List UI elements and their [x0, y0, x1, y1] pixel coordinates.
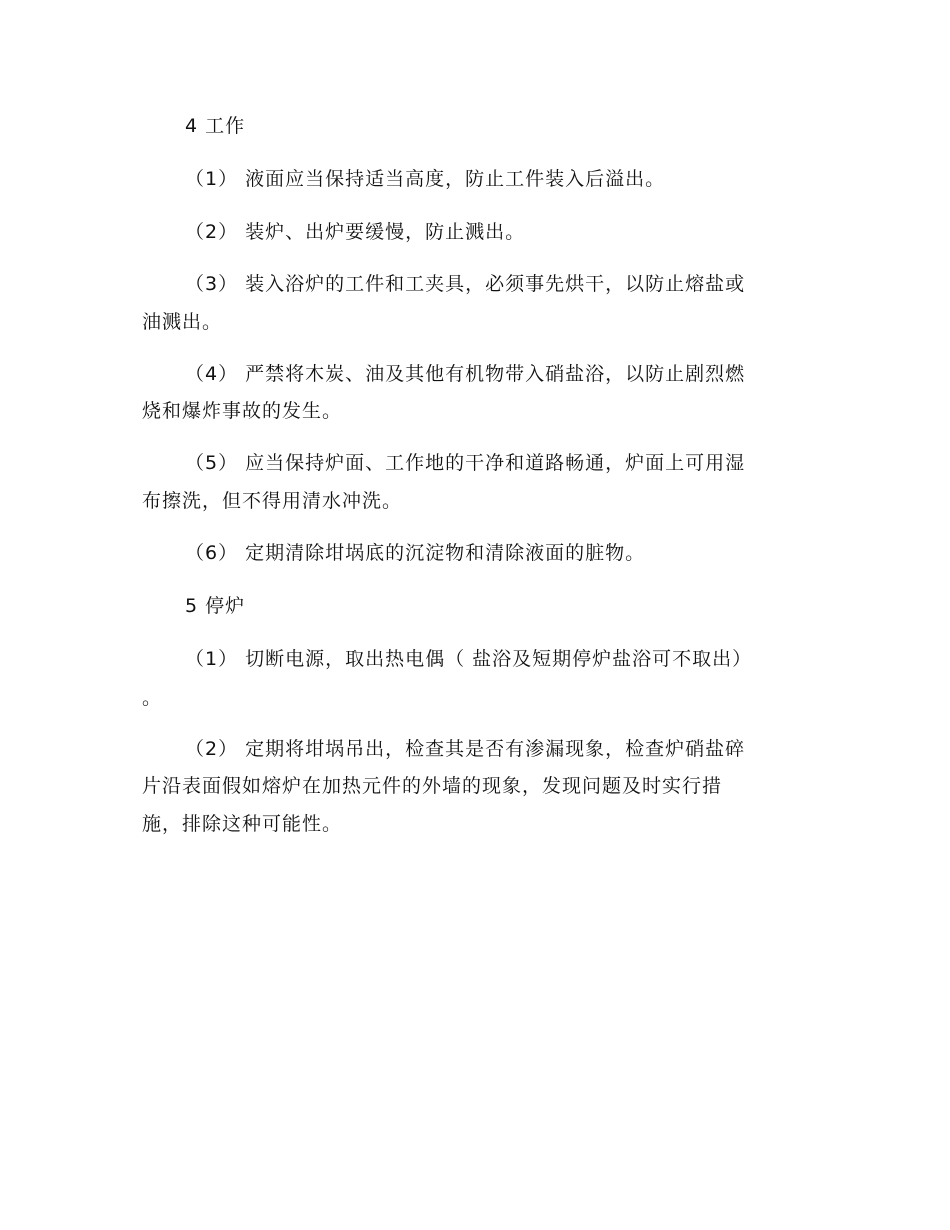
- item-text: 严禁将木炭、油及其他有机物带入硝盐浴，以防止剧烈燃: [245, 363, 746, 385]
- item-number: （6）: [185, 542, 239, 564]
- item-text: 定期将坩埚吊出，检查其是否有渗漏现象，检查炉硝盐碎: [245, 738, 746, 760]
- item-number: （1）: [185, 648, 239, 670]
- item-text: 定期清除坩埚底的沉淀物和清除液面的脏物。: [245, 542, 646, 564]
- paragraph-4-4: [185, 356, 850, 392]
- item-number: （2）: [185, 738, 239, 760]
- item-text: 装入浴炉的工件和工夹具，必须事先烘干，以防止熔盐或: [245, 273, 746, 295]
- paragraph-5-1-continuation: 。: [142, 687, 163, 709]
- paragraph-4-5: [185, 445, 850, 481]
- item-text: 切断电源，取出热电偶（ 盐浴及短期停炉盐浴可不取出）: [245, 648, 753, 670]
- item-text: 装炉、出炉要缓慢，防止溅出。: [245, 221, 526, 243]
- paragraph-5-2-continuation-1: 片沿表面假如熔炉在加热元件的外墙的现象，发现问题及时实行措: [142, 775, 723, 797]
- item-number: （4）: [185, 363, 239, 385]
- item-number: （1）: [185, 168, 239, 190]
- item-number: （2）: [185, 221, 239, 243]
- paragraph-4-6: [185, 535, 850, 571]
- item-number: （5）: [185, 452, 239, 474]
- paragraph-4-3: [185, 266, 850, 302]
- section-heading-5: 5 停炉: [185, 595, 246, 617]
- paragraph-4-5-continuation: 布擦洗，但不得用清水冲洗。: [142, 490, 403, 512]
- paragraph-5-2-continuation-2: 施，排除这种可能性。: [142, 813, 343, 835]
- paragraph-4-4-continuation: 烧和爆炸事故的发生。: [142, 400, 343, 422]
- paragraph-5-2: [185, 731, 850, 767]
- paragraph-4-2: [185, 214, 850, 250]
- paragraph-4-3-continuation: 油溅出。: [142, 311, 223, 333]
- item-text: 液面应当保持适当高度，防止工件装入后溢出。: [245, 168, 666, 190]
- item-number: （3）: [185, 273, 239, 295]
- paragraph-4-1: [185, 161, 850, 197]
- section-heading-4: 4 工作: [185, 115, 246, 137]
- item-text: 应当保持炉面、工作地的干净和道路畅通，炉面上可用湿: [245, 452, 746, 474]
- paragraph-5-1: [185, 641, 850, 677]
